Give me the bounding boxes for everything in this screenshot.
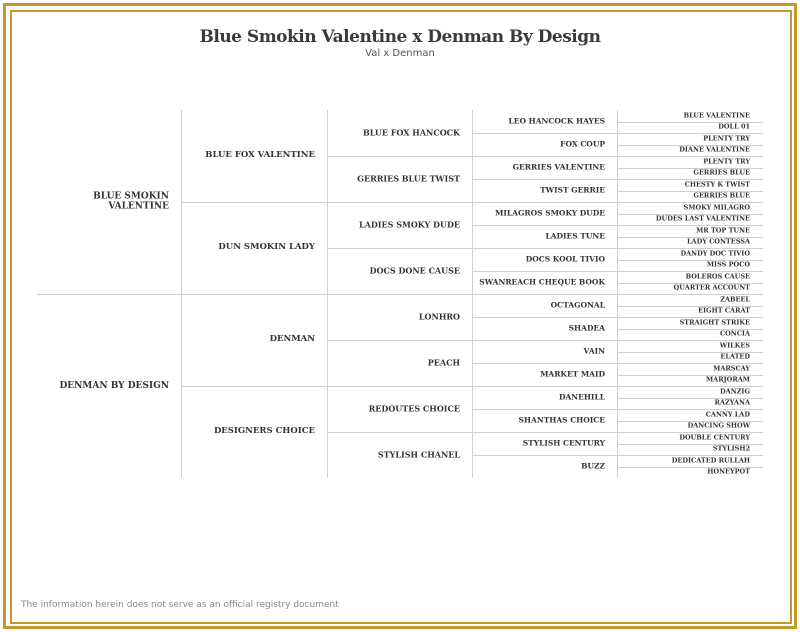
ancestor-name-gen5: GERRIES BLUE (693, 191, 750, 200)
ancestor-name-gen5: PLENTY TRY (703, 134, 750, 143)
ancestor-name-gen3: REDOUTES CHOICE (368, 403, 460, 414)
ancestor-name-gen4: BUZZ (581, 461, 605, 471)
ancestor-name-gen2: DESIGNERS CHOICE (213, 426, 315, 437)
ancestor-name-gen5: DIANE VALENTINE (679, 145, 750, 154)
ancestor-name-gen5: ELATED (720, 352, 750, 361)
ancestor-name-gen5: GERRIES BLUE (693, 168, 750, 177)
ancestor-name-gen5: STRAIGHT STRIKE (679, 318, 750, 327)
row-divider (37, 294, 182, 295)
ancestor-name-gen2: DENMAN (269, 334, 315, 345)
ancestor-name-gen4: MILAGROS SMOKY DUDE (495, 208, 605, 218)
ancestor-name-gen4: GERRIES VALENTINE (512, 162, 605, 172)
row-divider (327, 248, 473, 249)
row-divider (472, 225, 618, 226)
row-divider (472, 432, 618, 433)
row-divider (472, 294, 618, 295)
ancestor-name-gen5: DUDES LAST VALENTINE (655, 214, 750, 223)
ancestor-name-gen5: CONCIA (719, 329, 750, 338)
row-divider (472, 363, 618, 364)
row-divider (181, 386, 328, 387)
ancestor-name-gen2: DUN SMOKIN LADY (218, 242, 315, 253)
ancestor-name-gen3: GERRIES BLUE TWIST (357, 173, 460, 184)
ancestor-name-gen5: QUARTER ACCOUNT (673, 283, 750, 292)
row-divider (327, 156, 473, 157)
ancestor-name-gen3: BLUE FOX HANCOCK (362, 127, 460, 138)
page-subtitle: Val x Denman (365, 48, 435, 59)
ancestor-name-gen4: LEO HANCOCK HAYES (508, 116, 605, 126)
row-divider (472, 317, 618, 318)
ancestor-name-gen5: ZABEEL (720, 295, 750, 304)
ancestor-name-gen5: BLUE VALENTINE (683, 111, 750, 120)
row-divider (472, 409, 618, 410)
disclaimer-text: The information herein does not serve as an official registry document (21, 600, 339, 610)
ancestor-name-gen4: SHADEA (568, 323, 605, 333)
row-divider (472, 248, 618, 249)
ancestor-name-gen4: SWANREACH CHEQUE BOOK (479, 277, 605, 287)
ancestor-name-gen5: SMOKY MILAGRO (683, 203, 750, 212)
ancestor-name-gen5: HONEYPOT (707, 467, 750, 476)
row-divider (181, 294, 328, 295)
ancestor-name-gen3: LADIES SMOKY DUDE (359, 219, 460, 230)
ancestor-name-gen1: DENMAN BY DESIGN (59, 380, 169, 391)
row-divider (472, 340, 618, 341)
row-divider (472, 179, 618, 180)
row-divider (472, 156, 618, 157)
ancestor-name-gen5: EIGHT CARAT (698, 306, 750, 315)
ancestor-name-gen3: LONHRO (418, 311, 460, 322)
ancestor-name-gen4: SHANTHAS CHOICE (518, 415, 605, 425)
ancestor-name-gen5: WILKES (719, 341, 750, 350)
ancestor-name-gen5: CANNY LAD (705, 410, 750, 419)
ancestor-name-gen5: DANDY DOC TIVIO (680, 249, 750, 258)
ancestor-name-gen4: MARKET MAID (540, 369, 605, 379)
row-divider (327, 202, 473, 203)
ancestor-name-gen3: PEACH (427, 357, 460, 368)
ancestor-name-gen5: MARSCAY (713, 364, 750, 373)
ancestor-name-gen5: MISS POCO (706, 260, 750, 269)
ancestor-name-gen5: DEDICATED RULLAH (671, 456, 750, 465)
ancestor-name-gen4: VAIN (583, 346, 605, 356)
ancestor-name-gen5: CHESTY K TWIST (684, 180, 750, 189)
ancestor-name-gen4: DANEHILL (558, 392, 605, 402)
row-divider (327, 340, 473, 341)
ancestor-name-gen5: DOUBLE CENTURY (679, 433, 750, 442)
ancestor-name-gen5: RAZYANA (714, 398, 750, 407)
row-divider (327, 386, 473, 387)
ancestor-name-gen5: PLENTY TRY (703, 157, 750, 166)
ancestor-name-gen5: DOLL 01 (718, 122, 750, 131)
ancestor-name-gen5: MARJORAM (705, 375, 750, 384)
ancestor-name-gen5: DANCING SHOW (687, 421, 750, 430)
row-divider (327, 294, 473, 295)
ancestor-name-gen5: LADY CONTESSA (686, 237, 750, 246)
row-divider (472, 202, 618, 203)
ancestor-name-gen5: DANZIG (720, 387, 750, 396)
ancestor-name-gen5: BOLEROS CAUSE (685, 272, 750, 281)
page-title: Blue Smokin Valentine x Denman By Design (199, 27, 601, 47)
row-divider (472, 133, 618, 134)
ancestor-name-gen3: STYLISH CHANEL (377, 449, 460, 460)
row-divider (472, 386, 618, 387)
ancestor-name-gen2: BLUE FOX VALENTINE (205, 150, 315, 161)
row-divider (472, 271, 618, 272)
ancestor-name-gen4: FOX COUP (560, 139, 605, 149)
ancestor-name-gen3: DOCS DONE CAUSE (369, 265, 460, 276)
ancestor-name-gen5: STYLISH2 (712, 444, 750, 453)
ancestor-name-gen4: LADIES TUNE (545, 231, 605, 241)
ancestor-name-gen4: OCTAGONAL (550, 300, 605, 310)
ancestor-name-gen4: DOCS KOOL TIVIO (525, 254, 605, 264)
row-divider (181, 202, 328, 203)
ancestor-name-gen5: MR TOP TUNE (696, 226, 750, 235)
ancestor-name-gen4: TWIST GERRIE (540, 185, 605, 195)
ancestor-name-gen4: STYLISH CENTURY (522, 438, 605, 448)
row-divider (472, 455, 618, 456)
row-divider (327, 432, 473, 433)
ancestor-name-gen1: BLUE SMOKIN VALENTINE (93, 191, 169, 212)
